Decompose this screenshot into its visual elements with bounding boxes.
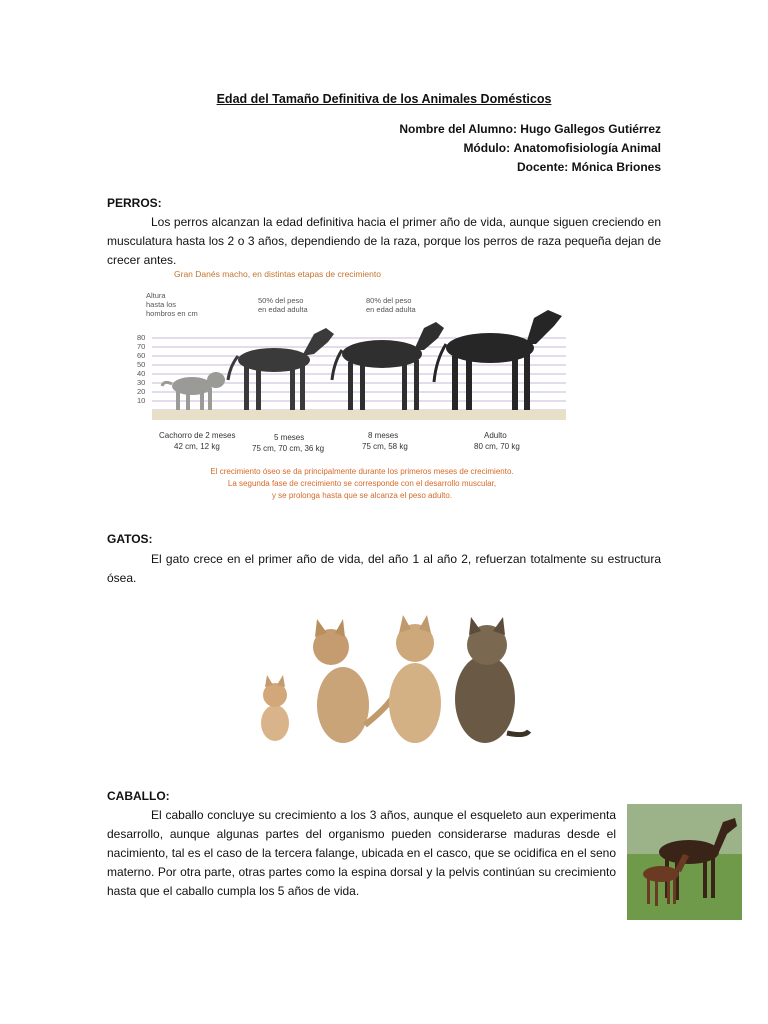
figure-note-3: y se prolonga hasta que se alcanza el peso adulto. — [271, 491, 453, 500]
student-name: Hugo Gallegos Gutiérrez — [520, 122, 661, 136]
stage-5m-detail: 75 cm, 70 cm, 36 kg — [252, 444, 325, 453]
kitten-shape — [261, 675, 289, 741]
stage-adult-detail: 80 cm, 70 kg — [474, 442, 520, 451]
dog-growth-figure — [134, 268, 590, 504]
cat-adult-shape — [455, 617, 529, 743]
horse-photo — [627, 804, 742, 920]
stage-puppy-name: Cachorro de 2 meses — [159, 431, 236, 440]
teacher-label: Docente: — [516, 160, 569, 174]
puppy-silhouette — [162, 372, 225, 410]
figure-caption: Gran Danés macho, en distintas etapas de crecimiento — [174, 269, 381, 279]
module-label: Módulo: — [463, 141, 511, 155]
student-label: Nombre del Alumno: — [399, 122, 517, 136]
annotation-80-b: en edad adulta — [366, 305, 416, 314]
cat-adolescent-shape — [389, 615, 441, 743]
y-label-3: hombros en cm — [146, 309, 198, 318]
teacher-name: Mónica Briones — [571, 160, 661, 174]
annotation-50-a: 50% del peso — [258, 296, 304, 305]
stage-8m-detail: 75 cm, 58 kg — [362, 442, 408, 451]
dog-growth-svg — [134, 268, 590, 504]
module-line — [399, 139, 661, 158]
figure-note-2: La segunda fase de crecimiento se corresponde con el desarrollo muscular, — [227, 479, 497, 488]
height-ticks — [137, 333, 145, 405]
dog-5-months-silhouette — [228, 328, 334, 410]
tick-10: 10 — [137, 396, 146, 405]
cats-growth-image — [245, 615, 535, 750]
gatos-paragraph: El gato crece en el primer año de vida, del año 1 al año 2, refuerzan totalmente su estructura ósea. — [107, 552, 661, 585]
tick-50: 50 — [137, 360, 146, 369]
cat-young-shape — [313, 619, 395, 743]
cats-svg — [245, 615, 535, 750]
module-name: Anatomofisiología Animal — [513, 141, 661, 155]
teacher-line — [399, 158, 661, 177]
stage-5m-name: 5 meses — [274, 433, 305, 442]
tick-70: 70 — [137, 342, 146, 351]
gatos-heading: GATOS: — [107, 532, 153, 546]
annotation-80-a: 80% del peso — [366, 296, 412, 305]
caballo-paragraph: El caballo concluye su crecimiento a los 3 años, aunque el esqueleto aun experimenta desarrollo, aunque algunas partes del organismo pueden considerarse maduras desde el nacimiento, tal es el caso de la tercera falange, ubicada en el casco, que se ocidifica en el seno materno. Por otra parte, otras partes como la espina dorsal y la pelvis continúan su crecimiento hasta que el caballo cumpla los 5 años de vida. — [107, 808, 616, 898]
tick-30: 30 — [137, 378, 146, 387]
y-label-2: hasta los — [146, 300, 177, 309]
tick-20: 20 — [137, 387, 146, 396]
stage-adult-name: Adulto — [484, 431, 507, 440]
perros-heading: PERROS: — [107, 196, 162, 210]
document-meta — [399, 120, 661, 177]
ground-strip — [152, 410, 566, 420]
tick-40: 40 — [137, 369, 146, 378]
perros-paragraph: Los perros alcanzan la edad definitiva hacia el primer año de vida, aunque siguen creciendo en musculatura hasta los 2 o 3 años, dependiendo de la raza, porque los perros de raza pequeña dejan de crecer antes. — [107, 215, 661, 267]
horse-svg — [627, 804, 742, 920]
tick-80: 80 — [137, 333, 146, 342]
dog-8-months-silhouette — [332, 322, 444, 410]
dog-adult-silhouette — [434, 310, 562, 410]
stage-8m-name: 8 meses — [368, 431, 399, 440]
stage-puppy-detail: 42 cm, 12 kg — [174, 442, 220, 451]
student-line — [399, 120, 661, 139]
annotation-50-b: en edad adulta — [258, 305, 308, 314]
caballo-heading: CABALLO: — [107, 789, 170, 803]
y-label-1: Altura — [146, 291, 166, 300]
tick-60: 60 — [137, 351, 146, 360]
figure-note-1: El crecimiento óseo se da principalmente durante los primeros meses de crecimiento. — [210, 467, 514, 476]
document-title: Edad del Tamaño Definitiva de los Animales Domésticos — [216, 92, 552, 106]
